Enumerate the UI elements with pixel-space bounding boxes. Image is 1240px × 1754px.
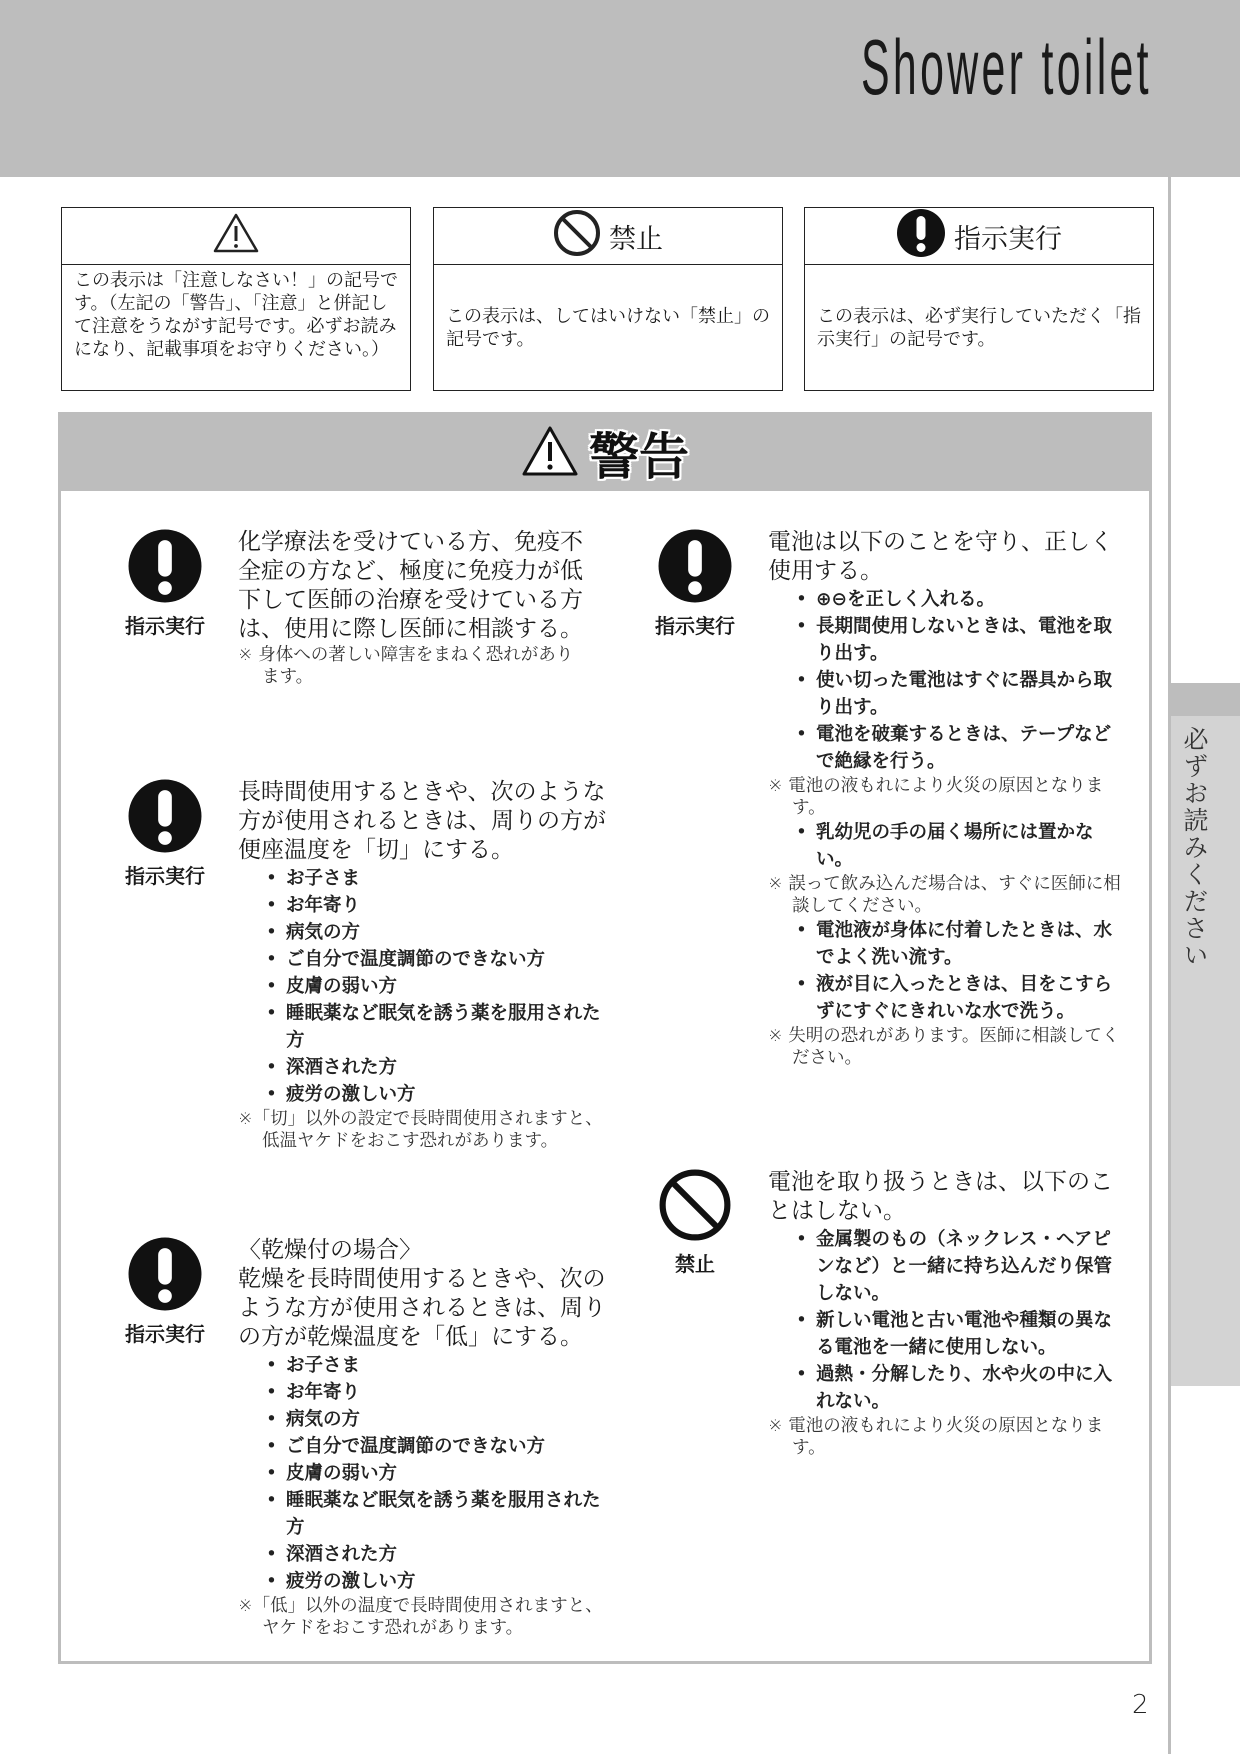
mandatory-action-icon — [127, 778, 203, 854]
side-tab-label: 必ずお読みください — [1180, 726, 1209, 969]
item-note: ※ 誤って飲み込んだ場合は、すぐに医師に相談してください。 — [768, 874, 1121, 916]
bullet: • お子さま — [266, 865, 608, 892]
bullet: • 深酒された方 — [266, 1541, 608, 1568]
header-band — [0, 0, 1240, 177]
page-number: 2 — [1132, 1690, 1149, 1720]
item-lead: 電池は以下のことを守り、正しく使用する。 — [768, 529, 1113, 584]
bullet: • お年寄り — [266, 892, 608, 919]
item-note: ※ 身体への著しい障害をまねく恐れがあります。 — [238, 645, 574, 687]
legend-mandatory — [804, 207, 1154, 391]
bullet: • 皮膚の弱い方 — [266, 1460, 608, 1487]
bullet: • ご自分で温度調節のできない方 — [266, 946, 608, 973]
prohibited-icon — [553, 209, 601, 264]
side-tab-cap — [1171, 683, 1240, 716]
icon-label: 指示実行 — [125, 864, 205, 888]
legend-prohibited — [433, 207, 783, 391]
warning-triangle-icon — [213, 213, 259, 260]
item-lead: 化学療法を受けている方、免疫不全症の方など、極度に免疫力が低下して医師の治療を受けている方は、使用に際し医師に相談する。 — [238, 529, 583, 642]
mandatory-action-icon — [127, 1236, 203, 1312]
bullet: • お子さま — [266, 1352, 608, 1379]
item-lead: 電池を取り扱うときは、以下のことはしない。 — [768, 1169, 1113, 1224]
icon-label: 指示実行 — [655, 614, 735, 638]
item-lead-pre: 〈乾燥付の場合〉 — [238, 1237, 422, 1263]
bullet: • 皮膚の弱い方 — [266, 973, 608, 1000]
bullet: • 疲労の激しい方 — [266, 1081, 608, 1108]
bullet: • ご自分で温度調節のできない方 — [266, 1433, 608, 1460]
legend-prohibited-text: この表示は、してはいけない「禁止」の記号です。 — [446, 305, 770, 350]
legend-mandatory-text: この表示は、必ず実行していただく「指示実行」の記号です。 — [817, 305, 1141, 350]
item-note: ※「切」以外の設定で長時間使用されますと、低温ヤケドをおこす恐れがあります。 — [238, 1109, 603, 1151]
bullet: • 電池液が身体に付着したときは、水でよく洗い流す。 — [796, 917, 1123, 971]
bullet: • 電池を破棄するときは、テープなどで絶縁を行う。 — [796, 721, 1123, 775]
item-bullets — [768, 1226, 1123, 1415]
item-bullets — [768, 917, 1123, 1025]
mandatory-action-icon — [127, 528, 203, 604]
legend-prohibited-title: 禁止 — [609, 223, 663, 255]
bullet: • 睡眠薬など眠気を誘う薬を服用された方 — [266, 1000, 608, 1054]
bullet: • 長期間使用しないときは、電池を取り出す。 — [796, 613, 1123, 667]
item-bullets — [238, 1352, 608, 1595]
icon-label: 指示実行 — [125, 1322, 205, 1346]
bullet: • 病気の方 — [266, 1406, 608, 1433]
bullet: • お年寄り — [266, 1379, 608, 1406]
bullet: • 疲労の激しい方 — [266, 1568, 608, 1595]
item-bullets — [768, 586, 1123, 775]
legend-caution-text: この表示は「注意しなさい！」の記号です。（左記の「警告」、「注意」と併記して注意をうながす記号です。必ずお読みになり、記載事項をお守りください。） — [74, 270, 398, 360]
bullet: • 深酒された方 — [266, 1054, 608, 1081]
item-note: ※「低」以外の温度で長時間使用されますと、ヤケドをおこす恐れがあります。 — [238, 1596, 603, 1638]
item-note: ※ 電池の液もれにより火災の原因となります。 — [768, 776, 1104, 818]
bullet: • 新しい電池と古い電池や種類の異なる電池を一緒に使用しない。 — [796, 1307, 1123, 1361]
bullet: • 過熱・分解したり、水や火の中に入れない。 — [796, 1361, 1123, 1415]
mandatory-action-icon — [657, 528, 733, 604]
warning-title: 警告 — [589, 428, 689, 486]
bullet: • 液が目に入ったときは、目をこすらずにすぐにきれいな水で洗う。 — [796, 971, 1123, 1025]
item-lead: 乾燥を長時間使用するときや、次のような方が使用されるときは、周りの方が乾燥温度を「低」にする。 — [238, 1266, 606, 1350]
item-bullets — [768, 819, 1123, 873]
mandatory-action-icon — [896, 208, 946, 265]
bullet: • ⊕⊖を正しく入れる。 — [796, 586, 1123, 613]
brand-logo: Shower toilet — [861, 23, 1152, 111]
warning-triangle-icon — [521, 425, 579, 481]
icon-label: 指示実行 — [125, 614, 205, 638]
legend-caution — [61, 207, 411, 391]
warning-header — [61, 415, 1149, 491]
item-bullets — [238, 865, 608, 1108]
icon-label: 禁止 — [675, 1252, 715, 1276]
item-note: ※ 電池の液もれにより火災の原因となります。 — [768, 1416, 1104, 1458]
bullet: • 睡眠薬など眠気を誘う薬を服用された方 — [266, 1487, 608, 1541]
bullet: • 金属製のもの（ネックレス・ヘアピンなど）と一緒に持ち込んだり保管しない。 — [796, 1226, 1123, 1307]
item-note: ※ 失明の恐れがあります。医師に相談してください。 — [768, 1026, 1120, 1068]
legend-mandatory-title: 指示実行 — [954, 223, 1062, 255]
prohibited-icon — [658, 1168, 732, 1242]
bullet: • 病気の方 — [266, 919, 608, 946]
bullet: • 乳幼児の手の届く場所には置かない。 — [796, 819, 1123, 873]
item-lead: 長時間使用するときや、次のような方が使用されるときは、周りの方が便座温度を「切」にする。 — [238, 779, 606, 863]
bullet: • 使い切った電池はすぐに器具から取り出す。 — [796, 667, 1123, 721]
